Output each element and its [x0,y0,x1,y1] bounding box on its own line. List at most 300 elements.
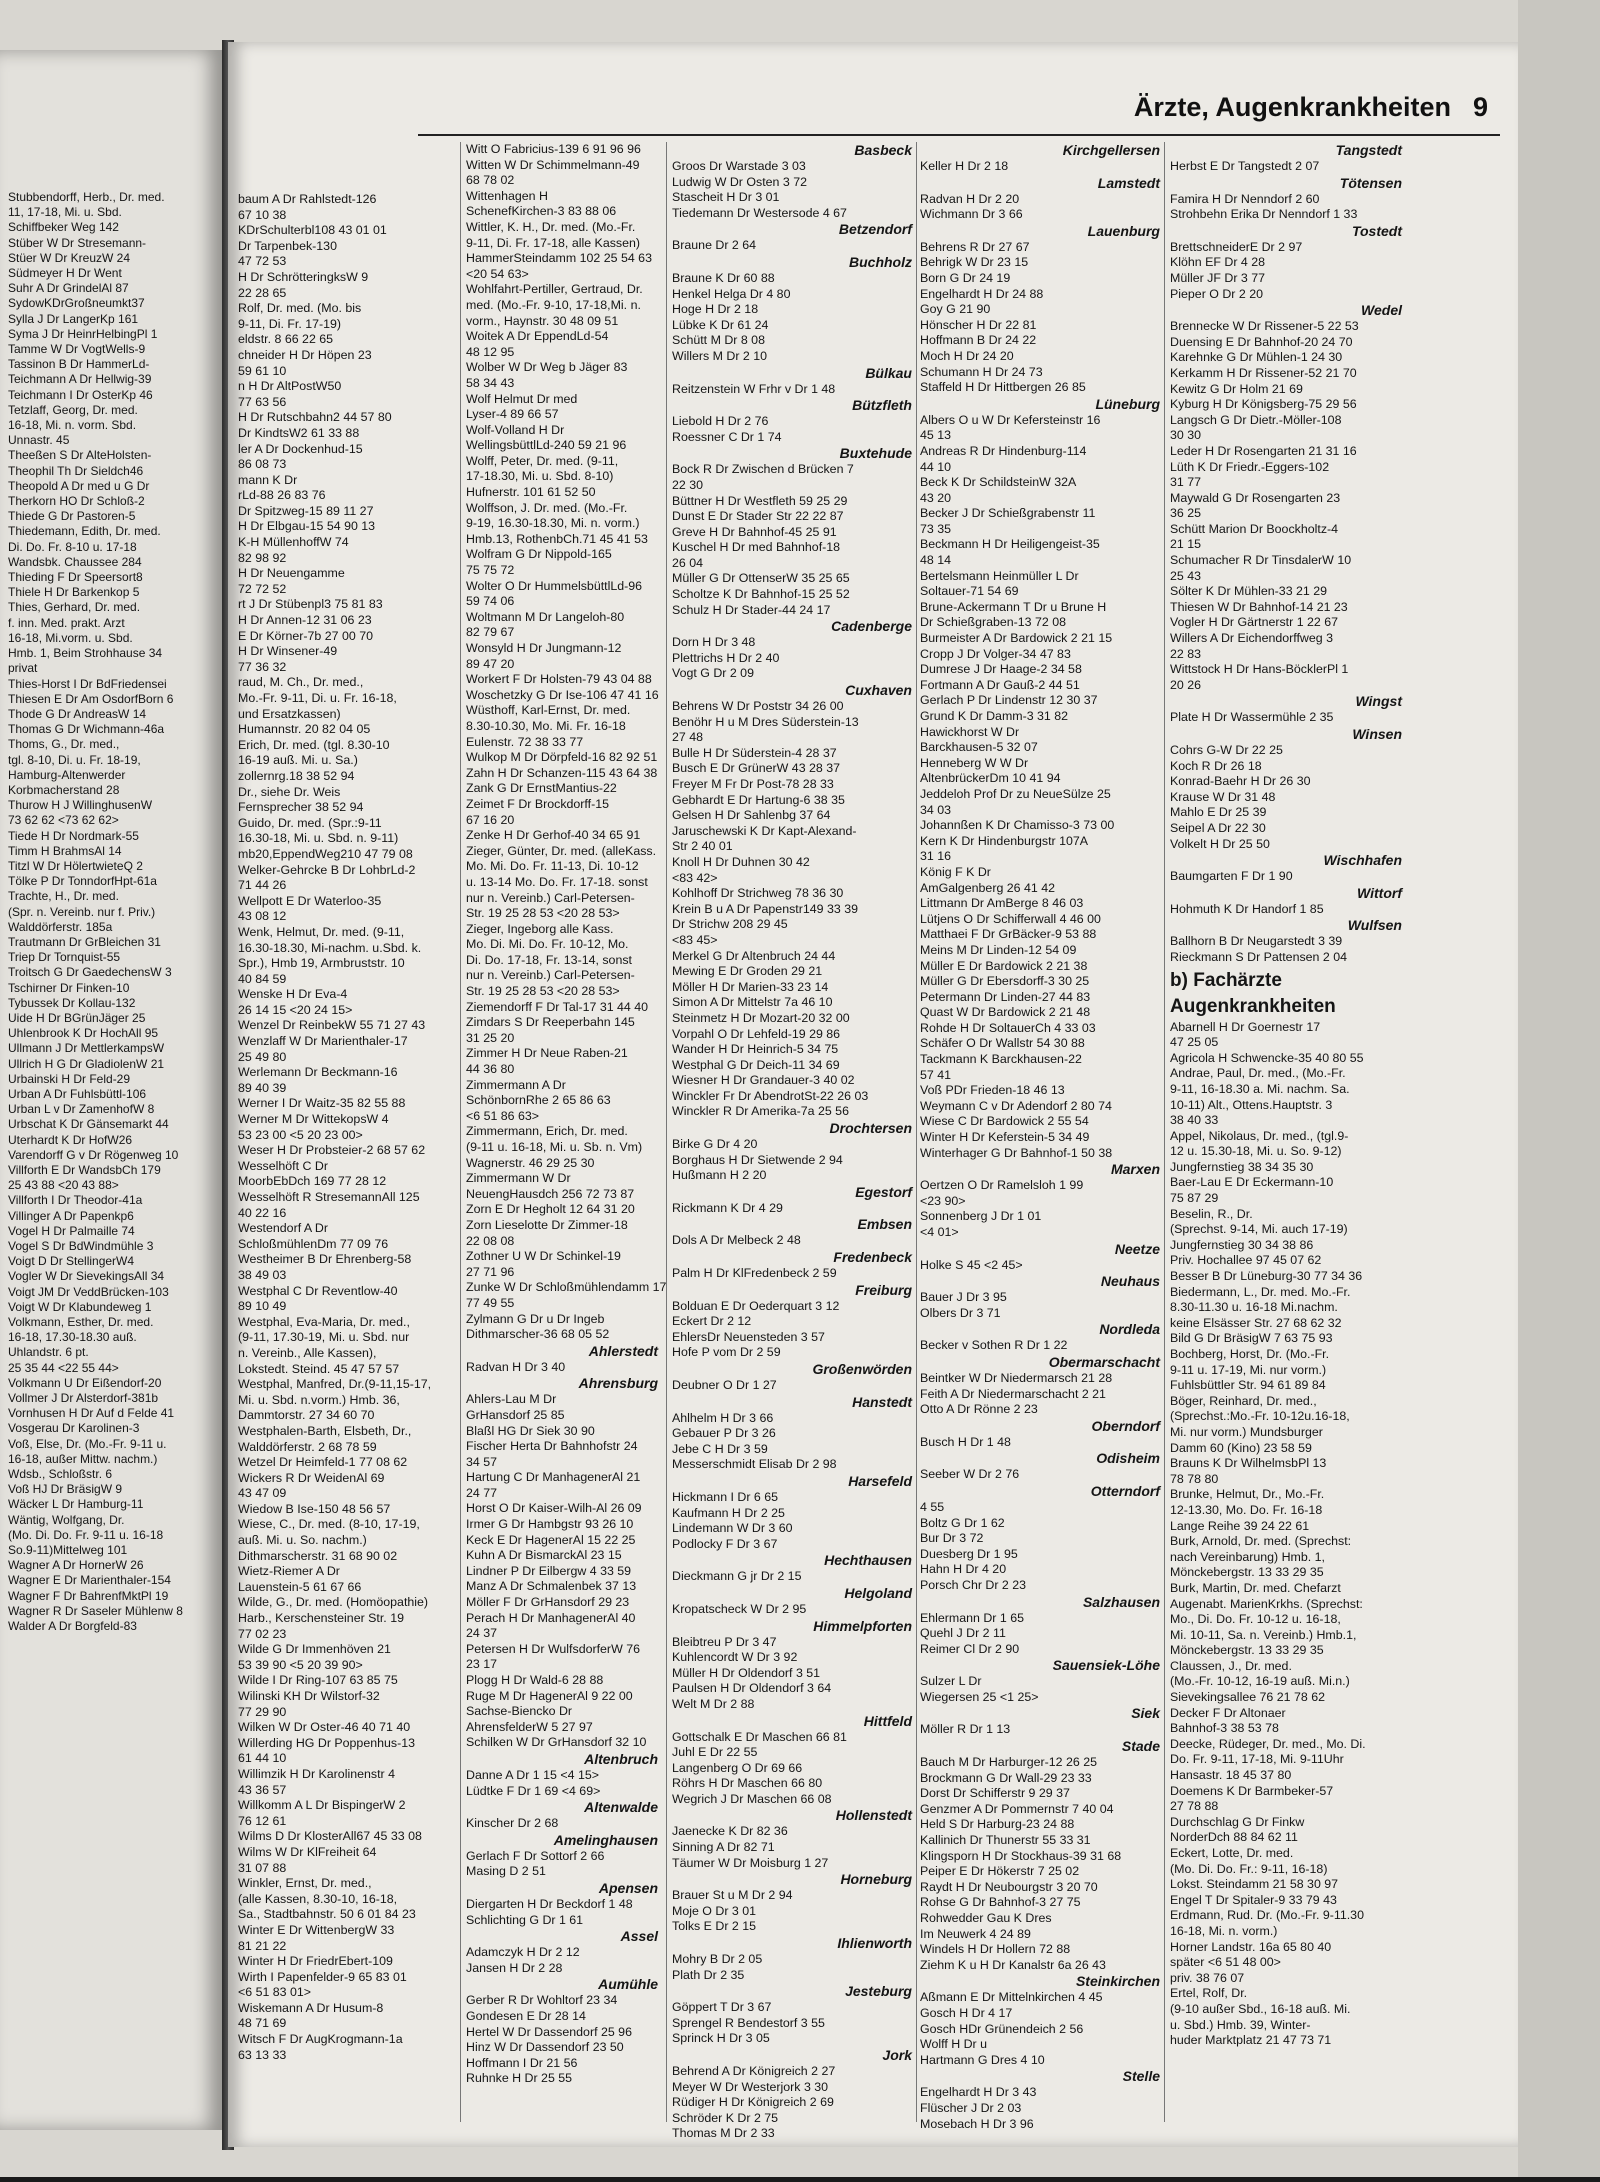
directory-entry: Thomas M Dr 2 33 [672,2126,775,2141]
directory-entry: 43 08 12 [238,909,287,924]
directory-entry: Sprengel R Bendestorf 3 55 [672,2015,825,2030]
page-title: Ärzte, Augenkrankheiten [1133,92,1451,122]
directory-entry: Lokst. Steindamm 21 58 30 97 [1170,1877,1339,1892]
directory-entry: Wenk, Helmut, Dr. med. (9-11, [238,924,405,939]
directory-entry: Zorn Lieselotte Dr Zimmer-18 [466,1217,628,1232]
left-page [0,50,222,2130]
directory-entry: Zenke H Dr Gerhof-40 34 65 91 [466,828,641,843]
directory-entry: Suhr A Dr GrindelAl 87 [8,281,129,296]
directory-entry: Büttner H Dr Westfleth 59 25 29 [672,493,848,508]
place-heading: Tostedt [1351,222,1402,239]
place-heading: Harsefeld [848,1472,912,1489]
directory-entry: 89 10 49 [238,1299,287,1314]
directory-entry: Woschetzky G Dr Ise-106 47 41 16 [466,687,659,702]
directory-entry: Meins M Dr Linden-12 54 09 [920,942,1077,957]
directory-entry: Westheimer B Dr Ehrenberg-58 [238,1252,412,1267]
directory-entry: Urbschat K Dr Gänsemarkt 44 [8,1117,169,1132]
directory-entry: 22 28 65 [238,285,287,300]
directory-entry: Humannstr. 20 82 04 05 [238,722,371,737]
directory-entry: Ertel, Rolf, Dr. [1170,1986,1248,2001]
directory-entry: Hickmann I Dr 6 65 [672,1489,779,1504]
directory-entry: Hinz W Dr Dassendorf 23 50 [466,2040,624,2055]
directory-entry: Voß, Else, Dr. (Mo.-Fr. 9-11 u. [8,1436,167,1451]
directory-entry: 25 35 44 <22 55 44> [8,1360,119,1375]
directory-entry: 16-18, Mi. n. vorm. Sbd. [8,418,137,433]
directory-entry: 9-19, 16.30-18.30, Mi. n. vorm.) [466,516,640,531]
directory-entry: Lindner P Dr Eilbergw 4 33 59 [466,1563,632,1578]
directory-entry: Gebhardt E Dr Hartung-6 38 35 [672,792,845,807]
directory-entry: Baumgarten F Dr 1 90 [1170,869,1293,884]
directory-entry: Manz A Dr Schmalenbek 37 13 [466,1579,637,1594]
directory-entry: Priv. Hochallee 97 45 07 62 [1170,1253,1322,1268]
directory-entry: Mi. nur vorm.) Mundsburger [1170,1424,1323,1439]
directory-entry: Busch H Dr 1 48 [920,1434,1011,1449]
directory-entry: Seeber W Dr 2 76 [920,1467,1020,1482]
directory-entry: 72 72 52 [238,581,287,596]
directory-entry: 16.30-18.30, Mi-nachm. u.Sbd. k. [238,940,422,955]
right-page [228,42,1518,2147]
directory-entry: Hoge H Dr 2 18 [672,302,759,317]
directory-entry: Pieper O Dr 2 20 [1170,286,1263,301]
directory-entry: AhrensfelderW 5 27 97 [466,1719,593,1734]
directory-entry: Dr KindtsW2 61 33 88 [238,425,360,440]
directory-entry: Petersen H Dr WulfsdorferW 76 [466,1641,640,1656]
directory-entry: Bulle H Dr Süderstein-4 28 37 [672,745,837,760]
directory-entry: Behrigk W Dr 23 15 [920,255,1029,270]
directory-entry: Möller R Dr 1 13 [920,1722,1011,1737]
place-heading: Tötensen [1339,174,1402,191]
directory-entry: Perach H Dr ManhagenerAl 40 [466,1610,636,1625]
directory-entry: keine Elsässer Str. 27 68 62 32 [1170,1315,1342,1330]
place-heading: Stade [1121,1738,1160,1755]
directory-entry: Windels H Dr Hollern 72 88 [920,1942,1071,1957]
directory-entry: Grund K Dr Damm-3 31 82 [920,709,1069,723]
directory-entry: 36 25 [1170,506,1202,521]
directory-entry: Soltauer-71 54 69 [920,584,1019,599]
directory-entry: Langenberg O Dr 69 66 [672,1760,803,1775]
directory-entry: 48 12 95 [466,344,515,359]
directory-entry: <6 51 86 63> [466,1108,540,1123]
directory-entry: Mo. Mi. Do. Fr. 11-13, Di. 10-12 [466,859,639,874]
directory-entry: Vogel H Dr Palmaille 74 [8,1223,135,1238]
directory-entry: Wenzel Dr ReinbekW 55 71 27 43 [238,1018,426,1033]
directory-entry: Behrens W Dr Poststr 34 26 00 [672,699,844,714]
directory-entry: 24 77 [466,1485,498,1500]
directory-entry: Stüber W Dr Stresemann- [8,235,147,250]
directory-entry: Schulz H Dr Stader-44 24 17 [672,602,831,617]
directory-entry: Plath Dr 2 35 [672,1967,745,1982]
directory-entry: Kyburg H Dr Königsberg-75 29 56 [1170,397,1357,412]
directory-entry: 77 49 55 [466,1295,515,1310]
directory-entry: Zimmer H Dr Neue Raben-21 [466,1046,628,1061]
directory-entry: Radvan H Dr 2 20 [920,191,1020,206]
directory-entry: Porsch Chr Dr 2 23 [920,1577,1027,1592]
directory-entry: Wiesner H Dr Grandauer-3 40 02 [672,1073,855,1088]
directory-entry: Brunke, Helmut, Dr., Mo.-Fr. [1170,1487,1325,1502]
directory-entry: Vosgerau Dr Karolinen-3 [8,1421,140,1436]
directory-entry: Mi. u. Sbd. n.vorm.) Hmb. 36, [238,1392,400,1407]
directory-entry: Kaufmann H Dr 2 25 [672,1505,785,1520]
directory-entry: <20 54 63> [466,266,529,281]
left-page-column [8,190,223,2180]
directory-entry: Str. 19 25 28 53 <20 28 53> [466,984,620,999]
directory-entry: Kropatscheck W Dr 2 95 [672,1601,807,1616]
directory-entry: Klöhn EF Dr 4 28 [1170,255,1266,270]
directory-entry: Abarnell H Dr Goernestr 17 [1170,1019,1321,1034]
column-divider [1164,142,1165,2122]
directory-entry: 77 29 90 [238,1704,287,1719]
directory-entry: Villforth I Dr Theodor-41a [8,1193,143,1208]
directory-entry: Masing D 2 51 [466,1864,546,1879]
directory-entry: Borghaus H Dr Sietwende 2 94 [672,1152,843,1167]
directory-entry: Dithmarscherstr. 31 68 90 02 [238,1548,398,1563]
directory-entry: Vollmer J Dr Alsterdorf-381b [8,1391,159,1406]
directory-entry: Wetzel Dr Heimfeld-1 77 08 62 [238,1455,408,1470]
directory-entry: Rohde H Dr SoltauerCh 4 33 03 [920,1020,1096,1035]
directory-entry: Langsch G Dr Dietr.-Möller-108 [1170,412,1342,427]
directory-entry: Schröder K Dr 2 75 [672,2110,779,2125]
directory-entry: 71 44 26 [238,878,287,893]
directory-entry: tgl. 8-10, Di. u. Fr. 18-19, [8,752,141,767]
directory-entry: Lütjens O Dr Schifferwall 4 46 00 [920,911,1101,926]
directory-entry: Thurow H J WillinghusenW [8,798,153,813]
directory-entry: 11, 17-18, Mi. u. Sbd. [8,205,122,220]
directory-entry: Wäntig, Wolfgang, Dr. [8,1512,125,1527]
directory-entry: Wüsthoff, Karl-Ernst, Dr. med. [466,703,631,718]
directory-entry: Staffeld H Dr Hittbergen 26 85 [920,380,1086,395]
column-divider [460,142,461,2122]
directory-entry: 24 37 [466,1626,498,1641]
directory-entry: 31 16 [920,849,952,864]
place-heading: Otterndorf [1090,1482,1160,1499]
directory-entry: Schilken W Dr GrHansdorf 32 10 [466,1735,647,1750]
directory-entry: Beselin, R., Dr. [1170,1206,1253,1221]
place-heading: Egestorf [855,1183,912,1200]
directory-entry: Zimmermann W Dr [466,1171,571,1186]
place-heading: Amelinghausen [553,1831,658,1848]
directory-entry: Müller E Dr Bardowick 2 21 38 [920,958,1088,973]
directory-entry: Röhrs H Dr Maschen 66 80 [672,1776,823,1791]
directory-entry: 17-18.30, Mi. u. Sbd. 8-10) [466,469,614,484]
place-heading: Sauensiek-Löhe [1052,1657,1160,1674]
directory-entry: Müller G Dr Ebersdorff-3 30 25 [920,974,1090,989]
directory-entry: Sölter K Dr Mühlen-33 21 29 [1170,584,1328,599]
directory-entry: 20 26 [1170,677,1202,692]
directory-entry: Sa., Stadtbahnstr. 50 6 01 84 23 [238,1907,416,1922]
directory-entry: Seipel A Dr 22 30 [1170,820,1266,835]
place-heading: Buxtehude [839,445,912,462]
directory-entry: Simon A Dr Mittelstr 7a 46 10 [672,995,833,1010]
directory-entry: Johannßen K Dr Chamisso-3 73 00 [920,818,1115,833]
place-heading: Ahrensburg [578,1375,658,1392]
directory-entry: 81 21 22 [238,1938,287,1953]
directory-entry: Brennecke W Dr Rissener-5 22 53 [1170,319,1359,334]
directory-entry: Wagner E Dr Marienthaler-154 [8,1573,171,1588]
directory-entry: Wolffson, J. Dr. med. (Mo.-Fr. [466,500,628,515]
directory-entry: Kuhn A Dr BismarckAl 23 15 [466,1548,622,1563]
directory-entry: Winterhager G Dr Bahnhof-1 50 38 [920,1145,1113,1160]
directory-entry: Koch R Dr 26 18 [1170,758,1262,773]
directory-entry: Zothner U W Dr Schinkel-19 [466,1249,621,1264]
directory-entry: Kewitz G Dr Holm 21 69 [1170,381,1303,396]
directory-entry: AltenbrückerDm 10 41 94 [920,771,1061,786]
directory-entry: Steinmetz H Dr Mozart-20 32 00 [672,1010,850,1025]
directory-entry: 31 77 [1170,475,1202,490]
directory-entry: Sprinck H Dr 3 05 [672,2031,770,2046]
directory-entry: Wolff, Peter, Dr. med. (9-11, [466,453,619,468]
directory-entry: Ludwig W Dr Osten 3 72 [672,174,807,189]
directory-entry: Erich, Dr. med. (tgl. 8.30-10 [238,737,390,752]
directory-entry: Birke G Dr 4 20 [672,1137,758,1152]
directory-entry: Eckert, Lotte, Dr. med. [1170,1846,1294,1860]
directory-entry: Dorn H Dr 3 48 [672,635,756,650]
directory-entry: Möller H Dr Marien-33 23 14 [672,979,829,994]
directory-entry: Westendorf A Dr [238,1221,328,1236]
directory-entry: (9-11, 17.30-19, Mi. u. Sbd. nur [238,1330,410,1345]
directory-entry: Hansastr. 18 45 37 80 [1170,1768,1292,1783]
directory-entry: 4 55 [920,1499,945,1514]
directory-entry: Keller H Dr 2 18 [920,159,1009,173]
directory-entry: Braune K Dr 60 88 [672,270,775,285]
directory-column-4 [920,142,1160,2132]
directory-entry: Voß PDr Frieden-18 46 13 [920,1083,1065,1098]
directory-entry: 57 41 [920,1067,952,1082]
directory-entry: baum A Dr Rahlstedt-126 [238,192,377,206]
directory-entry: Zunke W Dr Schloßmühlendamm 17 [466,1280,667,1295]
directory-entry: Famira H Dr Nenndorf 2 60 [1170,191,1320,206]
directory-entry: Theeßen S Dr AlteHolsten- [8,448,152,463]
directory-entry: Besser B Dr Lüneburg-30 77 34 36 [1170,1269,1363,1284]
column-divider [916,142,917,2122]
place-heading: Stelle [1122,2068,1160,2085]
directory-entry: Feith A Dr Niedermarschacht 2 21 [920,1386,1106,1401]
directory-entry: Hmb. 1, Beim Strohhause 34 [8,646,163,661]
directory-entry: Witt O Fabricius-139 6 91 96 96 [466,142,641,156]
directory-entry: Becker v Sothen R Dr 1 22 [920,1338,1068,1353]
directory-entry: Schlichting G Dr 1 61 [466,1912,584,1927]
directory-entry: Sachse-Biencko Dr [466,1704,573,1719]
place-heading: Nordleda [1099,1321,1160,1338]
directory-entry: 43 20 [920,490,952,505]
directory-entry: raud, M. Ch., Dr. med., [238,675,364,690]
directory-entry: 25 49 80 [238,1049,287,1064]
directory-entry: nur n. Vereinb.) Carl-Petersen- [466,968,635,983]
place-heading: Assel [620,1928,658,1945]
directory-entry: 63 13 33 [238,2047,287,2062]
directory-entry: Klingsporn H Dr Stockhaus-39 31 68 [920,1848,1122,1863]
directory-entry: 9-11 u. 17-19, Mi. nur vorm.) [1170,1362,1327,1377]
directory-entry: 25 43 88 <20 43 88> [8,1178,119,1193]
directory-entry: Sievekingsallee 76 21 78 62 [1170,1690,1325,1705]
directory-entry: Barckhausen-5 32 07 [920,740,1038,755]
directory-entry: (Mo. Di. Do. Fr.: 9-11, 16-18) [1170,1861,1328,1876]
directory-entry: Wolber W Dr Weg b Jäger 83 [466,360,628,375]
directory-entry: eldstr. 8 66 22 65 [238,332,334,347]
directory-entry: Sonnenberg J Dr 1 01 [920,1209,1042,1224]
directory-entry: Winter H Dr Keferstein-5 34 49 [920,1130,1090,1145]
directory-entry: Wolfram G Dr Nippold-165 [466,547,612,562]
section-heading: Augenkrankheiten [1170,995,1336,1017]
directory-entry: Vogel S Dr BdWindmühle 3 [8,1239,154,1254]
directory-entry: Lauenstein-5 61 67 66 [238,1579,362,1594]
directory-entry: Vogt G Dr 2 09 [672,666,754,681]
directory-entry: <6 51 83 01> [238,1985,312,2000]
directory-entry: rt J Dr Stübenpl3 75 81 83 [238,597,383,612]
directory-entry: Thiesen E Dr Am OsdorfBorn 6 [8,691,174,706]
directory-entry: zollernrg.18 38 52 94 [238,768,355,783]
directory-entry: NeuengHausdch 256 72 73 87 [466,1186,635,1201]
place-heading: Hanstedt [852,1393,912,1410]
directory-entry: Dols A Dr Melbeck 2 48 [672,1233,801,1248]
directory-entry: Voß HJ Dr BräsigW 9 [8,1482,123,1497]
directory-entry: Willerding HG Dr Poppenhus-13 [238,1735,415,1750]
directory-entry: E Dr Körner-7b 27 00 70 [238,628,373,643]
directory-entry: Wolf Helmut Dr med [466,391,578,406]
directory-entry: Herbst E Dr Tangstedt 2 07 [1170,159,1320,173]
directory-entry: Moch H Dr 24 20 [920,348,1014,363]
directory-entry: Sinning A Dr 82 71 [672,1840,775,1855]
directory-entry: Adamczyk H Dr 2 12 [466,1945,580,1960]
directory-entry: Stascheit H Dr 3 01 [672,190,780,205]
directory-entry: Thies-Horst I Dr BdFriedensei [8,676,167,691]
directory-entry: SchönbornRhe 2 65 86 63 [466,1093,611,1108]
directory-entry: Dr Spitzweg-15 89 11 27 [238,503,374,518]
directory-entry: 59 61 10 [238,363,287,378]
directory-entry: Wandsbk. Chaussee 284 [8,554,142,569]
directory-entry: Wonsyld H Dr Jungmann-12 [466,641,622,655]
place-heading: Wittorf [1357,884,1402,901]
directory-entry: Plogg H Dr Wald-6 28 88 [466,1673,604,1687]
directory-entry: Kern K Dr Hindenburgstr 107A [920,833,1089,848]
directory-entry: Thomas G Dr Wichmann-46a [8,722,165,737]
directory-entry: Jungfernstieg 30 34 38 86 [1170,1237,1314,1252]
directory-entry: nach Vereinbarung) Hmb. 1, [1170,1549,1325,1564]
directory-entry: Zylmann G Dr u Dr Ingeb [466,1311,605,1326]
directory-entry: Becker J Dr Schießgrabenstr 11 [920,506,1096,521]
directory-entry: Gottschalk E Dr Maschen 66 81 [672,1729,847,1744]
directory-entry: Hoffmann B Dr 24 22 [920,333,1037,348]
place-heading: Wischhafen [1323,852,1402,869]
directory-entry: Theopold A Dr med u G Dr [8,478,150,493]
scan-edge [1518,0,1600,2177]
place-heading: Marxen [1110,1161,1160,1178]
place-heading: Obermarschacht [1048,1353,1160,1370]
directory-entry: 43 47 09 [238,1486,287,1501]
directory-entry: ler A Dr Dockenhud-15 [238,441,363,456]
directory-entry: Burmeister A Dr Bardowick 2 21 15 [920,631,1113,646]
directory-entry: Di. Do. Fr. 8-10 u. 17-18 [8,539,137,554]
directory-entry: Fuhlsbüttler Str. 94 61 89 84 [1170,1378,1326,1393]
directory-entry: Werner M Dr WittekopsW 4 [238,1112,389,1127]
directory-entry: 12-13.30, Mo. Do. Fr. 16-18 [1170,1502,1323,1517]
directory-entry: Hohmuth K Dr Handorf 1 85 [1170,901,1324,916]
directory-entry: Bahnhof-3 38 53 78 [1170,1721,1279,1736]
place-heading: Hechthausen [824,1552,912,1569]
directory-entry: Schiffbeker Weg 142 [8,220,119,235]
directory-entry: Zimdars S Dr Reeperbahn 145 [466,1015,635,1030]
directory-entry: Zimmermann A Dr [466,1077,566,1092]
directory-entry: 53 23 00 <5 20 23 00> [238,1127,363,1142]
directory-entry: Biedermann, L., Dr. med. Mo.-Fr. [1170,1284,1351,1299]
directory-entry: Karehnke G Dr Mühlen-1 24 30 [1170,350,1343,365]
directory-entry: 9-11, Di. Fr. 17-18, alle Kassen) [466,235,641,250]
directory-entry: Thiesen W Dr Bahnhof-14 21 23 [1170,599,1348,614]
directory-entry: Troitsch G Dr GaedechensW 3 [8,965,172,980]
directory-entry: auß. Mi. u. So. nachm.) [238,1533,367,1548]
directory-entry: Dorst Dr Schifferstr 9 29 37 [920,1786,1070,1801]
directory-entry: Meyer W Dr Westerjork 3 30 [672,2079,829,2094]
directory-entry: Witten W Dr Schimmelmann-49 [466,157,640,172]
directory-entry: Lüdtke F Dr 1 69 <4 69> [466,1783,601,1798]
directory-entry: H Dr Rutschbahn2 44 57 80 [238,410,392,425]
directory-entry: 73 62 62 <73 62 62> [8,813,119,828]
directory-entry: 38 40 33 [1170,1113,1219,1128]
directory-entry: Theophil Th Dr Sieldch46 [8,463,144,478]
directory-entry: 40 84 59 [238,971,287,986]
directory-entry: Möller F Dr GrHansdorf 29 23 [466,1595,630,1610]
directory-entry: Aßmann E Dr Mittelnkirchen 4 45 [920,1990,1103,2005]
directory-entry: Tschirner Dr Finken-10 [8,980,130,995]
directory-entry: Beintker W Dr Niedermarsch 21 28 [920,1370,1113,1385]
directory-entry: Müller JF Dr 3 77 [1170,270,1266,285]
page-header [1058,92,1488,132]
directory-entry: Reitzenstein W Frhr v Dr 1 48 [672,381,836,396]
directory-entry: 47 25 05 [1170,1035,1219,1050]
directory-entry: Engel T Dr Spitaler-9 33 79 43 [1170,1892,1337,1907]
place-heading: Hollenstedt [835,1807,912,1824]
directory-entry: Mewing E Dr Groden 29 21 [672,964,823,979]
directory-entry: Lokstedt. Steind. 45 47 57 57 [238,1361,400,1376]
directory-entry: (Sprechst. 9-14, Mi. auch 17-19) [1170,1222,1348,1237]
directory-entry: Thiele H Dr Barkenkop 5 [8,585,140,600]
directory-entry: BrettschneiderE Dr 2 97 [1170,239,1303,254]
directory-entry: <83 42> [672,870,718,885]
directory-entry: Claussen, J., Dr. med. [1170,1658,1292,1673]
directory-column-1 [238,192,450,2182]
directory-entry: 77 63 56 [238,394,287,409]
directory-entry: Volkmann U Dr Eißendorf-20 [8,1375,162,1390]
directory-entry: Groos Dr Warstade 3 03 [672,159,806,173]
directory-entry: Hmb.13, RothenbCh.71 45 41 53 [466,531,648,546]
directory-entry: 76 12 61 [238,1813,287,1828]
directory-entry: (Mo. Di. Do. Fr. 9-11 u. 16-18 [8,1527,164,1542]
directory-entry: 27 71 96 [466,1264,515,1279]
directory-entry: Villforth E Dr WandsbCh 179 [8,1163,161,1177]
directory-entry: Vogler H Dr Gärtnerstr 1 22 67 [1170,615,1339,630]
directory-entry: Krein B u A Dr Papenstr149 33 39 [672,901,858,916]
directory-entry: 77 36 32 [238,659,287,674]
directory-entry: Gerlach P Dr Lindenstr 12 30 37 [920,693,1098,708]
directory-entry: Ehlermann Dr 1 65 [920,1610,1024,1625]
directory-entry: Zieger, Ingeborg alle Kass. [466,921,614,936]
directory-entry: Teichmann A Dr Hellwig-39 [8,372,152,387]
directory-entry: 27 48 [672,730,704,745]
directory-entry: 16.30-18, Mi. u. Sbd. n. 9-11) [238,831,399,846]
directory-entry: <4 01> [920,1225,959,1239]
directory-entry: Wolter O Dr HummelsbüttlLd-96 [466,578,643,593]
place-heading: Jork [882,2047,912,2063]
place-heading: Oberndorf [1091,1417,1160,1434]
directory-entry: Kallinich Dr Thunerstr 55 33 31 [920,1833,1091,1848]
directory-entry: Wellpott E Dr Waterloo-35 [238,893,382,908]
directory-entry: Bertelsmann Heinmüller L Dr [920,568,1079,583]
directory-entry: Hofe P vom Dr 2 59 [672,1345,781,1360]
directory-entry: Ziemendorff F Dr Tal-17 31 44 40 [466,999,649,1014]
directory-entry: Stubbendorff, Herb., Dr. med. [8,190,165,204]
directory-entry: Wagner F Dr BahrenfMktPl 19 [8,1588,169,1603]
directory-entry: Villinger A Dr Papenkp6 [8,1208,134,1223]
directory-entry: Dunst E Dr Stader Str 22 22 87 [672,509,844,524]
